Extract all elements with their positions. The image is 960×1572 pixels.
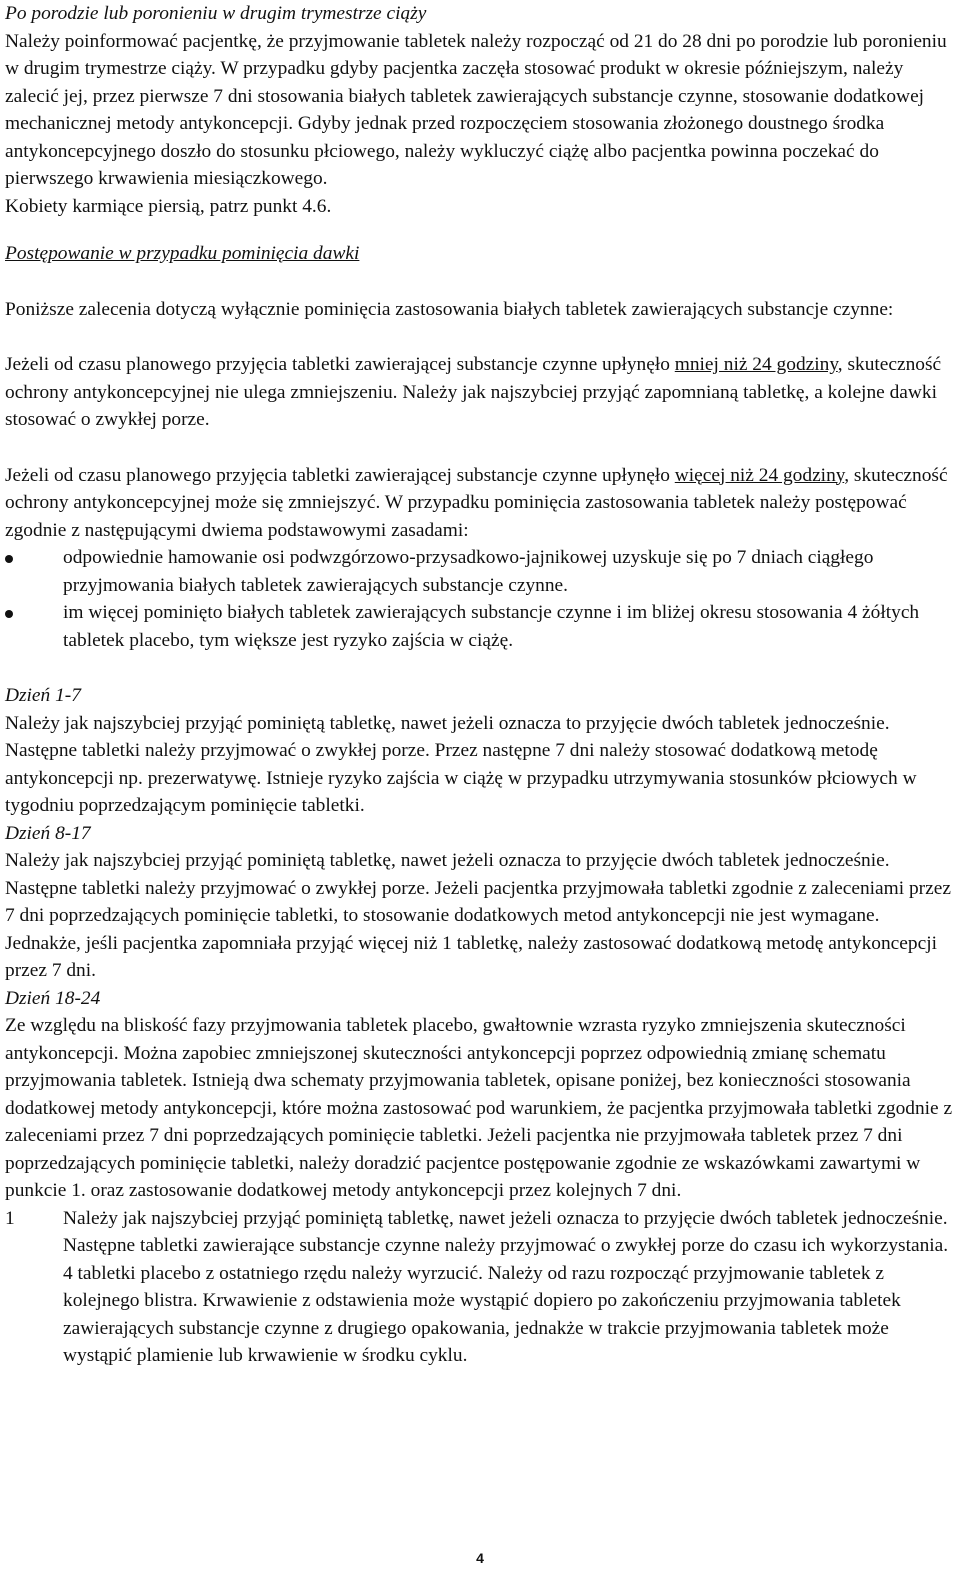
text-segment: Jeżeli od czasu planowego przyjęcia tabletki zawierającej substancje czynne upłynęło <box>5 354 675 375</box>
paragraph-more-than-24h <box>5 462 955 545</box>
item-number: 1 <box>5 1207 15 1229</box>
subheading-day-1-7: Dzień 1-7 <box>5 685 81 706</box>
paragraph-breastfeeding: Kobiety karmiące piersią, patrz punkt 4.6. <box>5 195 332 217</box>
paragraph-less-than-24h <box>5 351 955 434</box>
subheading-day-18-24: Dzień 18-24 <box>5 987 101 1009</box>
paragraph-day-18-24: Ze względu na bliskość fazy przyjmowania tabletek placebo, gwałtownie wzrasta ryzyko zmniejszenia skuteczności antykoncepcji. Można zapobiec zmniejszonej skuteczności antykoncepcji poprzez odpowiednią zmianę schematu przyjmowania tabletek. Istnieją dwa schematy przyjmowania tabletek, opisane poniżej, bez konieczności stosowania dodatkowej metody antykoncepcji, które można zastosować pod warunkiem, że pacjentka przyjmowała tabletki zgodnie z zaleceniami przez 7 dni poprzedzających pominięcie tabletki. Jeżeli pacjentka nie przyjmowała tabletek przez 7 dni poprzedzających pominięcie tabletki, należy doradzić pacjentce postępowanie zgodnie ze wskazówkami zawartymi w punkcie 1. oraz zastosowanie dodatkowej metody antykoncepcji przez kolejnych 7 dni. <box>5 1015 953 1201</box>
list-item <box>5 599 955 654</box>
document-page <box>5 0 955 1370</box>
section-heading-missed-dose: Postępowanie w przypadku pominięcia dawki <box>5 243 360 264</box>
underlined-phrase-less-than-24h: mniej niż 24 godziny <box>674 354 838 375</box>
paragraph-missed-dose-intro: Poniższe zalecenia dotyczą wyłącznie pominięcia zastosowania białych tabletek zawierających substancje czynne: <box>5 298 894 320</box>
underlined-phrase-more-than-24h: więcej niż 24 godziny <box>674 464 845 486</box>
bullet-icon <box>5 610 13 618</box>
bullet-icon <box>5 555 13 563</box>
paragraph-day-8-17: Należy jak najszybciej przyjąć pominiętą tabletkę, nawet jeżeli oznacza to przyjęcie dwóch tabletek jednocześnie. Następne tabletki należy przyjmować o zwykłej porze. Jeżeli pacjentka przyjmowała tabletki zgodnie z zaleceniami przez 7 dni poprzedzających pominięcie tabletki, to stosowanie dodatkowych metod antykoncepcji nie jest wymagane. Jednakże, jeśli pacjentka zapomniała przyjąć więcej niż 1 tabletkę, należy zastosować dodatkową metodę antykoncepcji przez 7 dni. <box>5 850 951 981</box>
text-segment: , skuteczność ochrony antykoncepcyjnej może się zmniejszyć. W przypadku pominięcia zastosowania tabletek należy postępować zgodnie z następującymi dwiema podstawowymi zasadami: <box>5 464 948 541</box>
paragraph-postpartum: Należy poinformować pacjentkę, że przyjmowanie tabletek należy rozpocząć od 21 do 28 dni po porodzie lub poronieniu w drugim trymestrze ciąży. W przypadku gdyby pacjentka zaczęła stosować produkt w okresie późniejszym, należy zalecić jej, przez pierwsze 7 dni stosowania białych tabletek zawierających substancje czynne, stosowanie dodatkowej mechanicznej metody antykoncepcji. Gdyby jednak przed rozpoczęciem stosowania złożonego doustnego środka antykoncepcyjnego doszło do stosunku płciowego, należy wykluczyć ciążę albo pacjentka powinna poczekać do pierwszego krwawienia miesiączkowego. <box>5 30 947 189</box>
paragraph-day-1-7: Należy jak najszybciej przyjąć pominiętą tabletkę, nawet jeżeli oznacza to przyjęcie dwóch tabletek jednocześnie. Następne tabletki należy przyjmować o zwykłej porze. Przez następne 7 dni należy stosować dodatkową metodę antykoncepcji np. prezerwatywę. Istnieje ryzyko zajścia w ciążę w przypadku utrzymywania stosunków płciowych w tygodniu poprzedzającym pominięcie tabletki. <box>5 712 917 816</box>
bullet-list-rules <box>5 544 955 654</box>
numbered-item-text: Należy jak najszybciej przyjąć pominiętą tabletkę, nawet jeżeli oznacza to przyjęcie dwóch tabletek jednocześnie. Następne tabletki zawierające substancje czynne należy przyjmować o zwykłej porze do czasu ich wykorzystania. 4 tabletki placebo z ostatniego rzędu należy wyrzucić. Należy od razu rozpocząć przyjmowanie tabletek z kolejnego blistra. Krwawienie z odstawienia może wystąpić dopiero po zakończeniu przyjmowania tabletek zawierających substancje czynne z drugiego opakowania, jednakże w trakcie przyjmowania tabletek może wystąpić plamienie lub krwawienie w środku cyklu. <box>63 1207 949 1366</box>
numbered-item-1 <box>5 1205 955 1370</box>
section-heading-postpartum: Po porodzie lub poronieniu w drugim trymestrze ciąży <box>5 3 427 24</box>
list-item-text: odpowiednie hamowanie osi podwzgórzowo-przysadkowo-jajnikowej uzyskuje się po 7 dniach ciągłego przyjmowania białych tabletek zawierających substancje czynne. <box>63 547 874 596</box>
page-number: 4 <box>476 1550 484 1566</box>
text-segment: , skuteczność ochrony antykoncepcyjnej nie ulega zmniejszeniu. Należy jak najszybciej przyjąć zapomnianą tabletkę, a kolejne dawki stosować o zwykłej porze. <box>5 354 942 430</box>
list-item <box>5 544 955 599</box>
subheading-day-8-17: Dzień 8-17 <box>5 822 91 844</box>
list-item-text: im więcej pominięto białych tabletek zawierających substancje czynne i im bliżej okresu stosowania 4 żółtych tabletek placebo, tym większe jest ryzyko zajścia w ciążę. <box>63 602 920 651</box>
text-segment: Jeżeli od czasu planowego przyjęcia tabletki zawierającej substancje czynne upłynęło <box>5 464 675 486</box>
